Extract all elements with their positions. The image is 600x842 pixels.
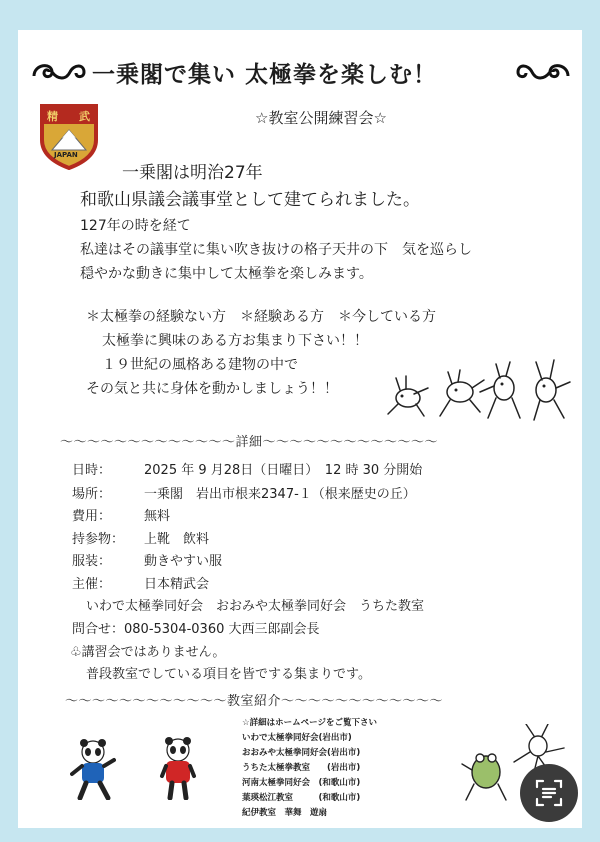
intro-body-line: 穏やかな動きに集中して太極拳を楽しみます。	[80, 266, 373, 282]
panda-blue-illustration	[70, 738, 116, 800]
page-title: 一乗閣で集い 太極拳を楽しむ！	[92, 62, 438, 88]
detail-value: 動きやすい服	[144, 554, 223, 569]
left-swirl-ornament	[30, 58, 88, 84]
class-list-item: 葉瑛松江教室 (和歌山市)	[242, 793, 361, 803]
detail-label: 場所：	[72, 487, 112, 502]
details-row	[72, 483, 552, 501]
class-list-item: 河南太極拳同好会 (和歌山市)	[242, 778, 361, 788]
note-line: 普段教室でしている項目を皆でする集まりです。	[86, 667, 371, 682]
invitation-line: ＊太極拳の経験ない方 ＊経験ある方 ＊今している方	[86, 309, 436, 325]
detail-value: 2025 年 9 月28日（日曜日） 12 時 30 分開始	[144, 463, 423, 478]
seibukai-emblem	[38, 100, 100, 174]
detail-value: 上靴 飲料	[144, 532, 210, 547]
details-row	[72, 573, 552, 591]
detail-label: 服装：	[72, 554, 112, 569]
details-row	[72, 550, 552, 568]
invitation-line: １９世紀の風格ある建物の中で	[102, 357, 298, 373]
classes-note: ☆詳細はホームページをご覧下さい	[242, 718, 377, 728]
intro-line-1: 一乗閣は明治27年	[122, 163, 263, 183]
panda-red-illustration	[158, 736, 198, 800]
scan-icon	[520, 764, 578, 822]
note-line: ♧講習会ではありません。	[70, 645, 226, 660]
contact-line: 問合せ：080-5304-0360 大西三郎副会長	[72, 622, 320, 637]
intro-body-line: 私達はその議事堂に集い吹き抜けの格子天井の下 気を巡らし	[80, 242, 472, 258]
detail-label: 費用：	[72, 509, 112, 524]
intro-line-2: 和歌山県議会議事堂として建てられました。	[80, 190, 420, 210]
detail-label: 主催：	[72, 577, 112, 592]
class-list-item: 紀伊教室 華舞 遊扇	[242, 808, 328, 818]
details-divider: 〜〜〜〜〜〜〜〜〜〜〜〜〜詳細〜〜〜〜〜〜〜〜〜〜〜〜〜	[60, 435, 439, 450]
intro-body-line: 127年の時を経て	[80, 218, 191, 234]
emblem-char-left: 精	[47, 110, 58, 123]
details-row	[72, 505, 552, 523]
classes-divider: 〜〜〜〜〜〜〜〜〜〜〜〜教室紹介〜〜〜〜〜〜〜〜〜〜〜〜	[65, 694, 444, 709]
invitation-line: 太極拳に興味のある方お集まり下さい！！	[102, 333, 368, 349]
invitation-line: その気と共に身体を動かしましょう！！	[86, 381, 338, 397]
organizers-line: いわで太極拳同好会 おおみや太極拳同好会 うちた教室	[86, 599, 425, 614]
right-swirl-ornament	[514, 58, 572, 84]
detail-value: 無料	[144, 509, 171, 524]
class-list-item: うちた太極拳教室 (岩出市)	[242, 763, 361, 773]
animals-illustration	[384, 358, 574, 426]
scan-text-button[interactable]	[520, 764, 578, 822]
event-subtitle: ☆教室公開練習会☆	[255, 109, 387, 127]
class-list-item: おおみや太極拳同好会(岩出市)	[242, 748, 361, 758]
details-row	[72, 459, 552, 477]
detail-label: 日時：	[72, 463, 112, 478]
emblem-char-right: 武	[79, 110, 90, 123]
emblem-japan-text: JAPAN	[54, 151, 78, 159]
detail-value: 日本精武会	[144, 577, 210, 592]
detail-label: 持参物：	[72, 532, 125, 547]
class-list-item: いわで太極拳同好会(岩出市)	[242, 733, 352, 743]
details-row	[72, 528, 552, 546]
detail-value: 一乗閣 岩出市根来2347-１（根来歴史の丘）	[144, 487, 416, 502]
